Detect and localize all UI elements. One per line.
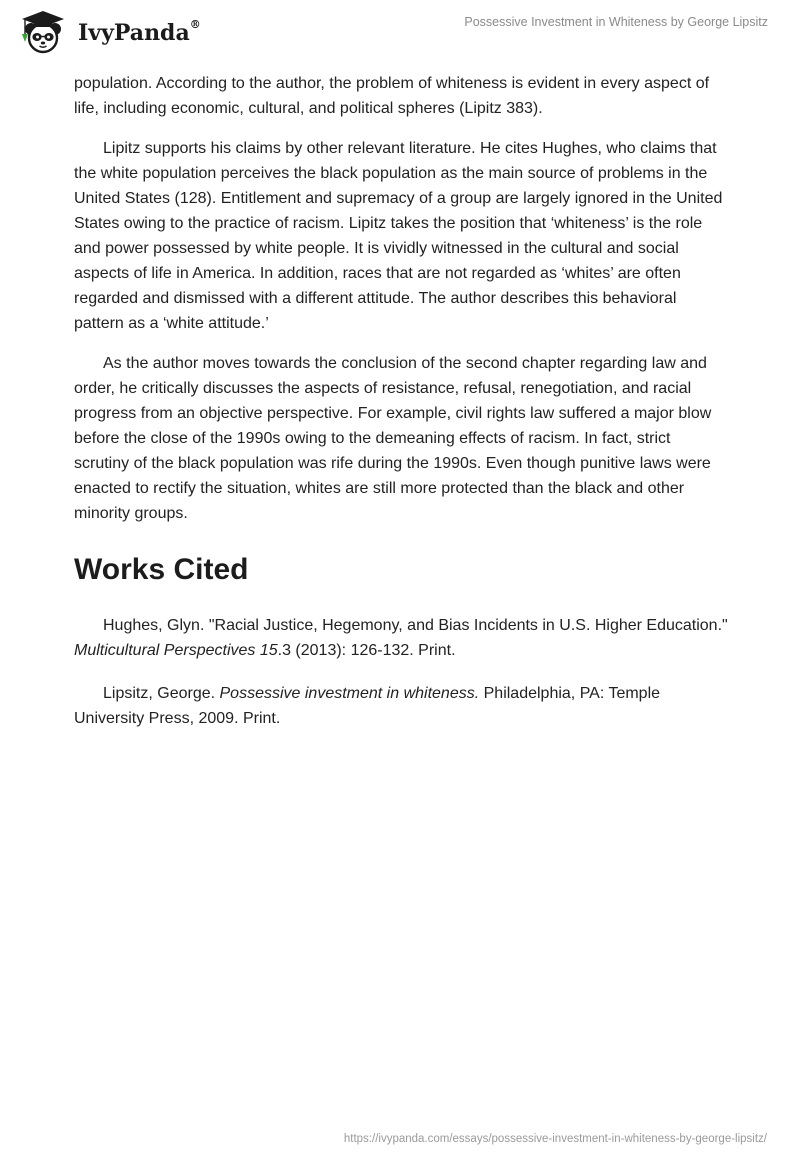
- brand-name: IvyPanda®: [78, 17, 201, 46]
- paragraph-continued: population. According to the author, the problem of whiteness is evident in every aspect of life, including economic, cultural, and political spheres (Lipitz 383).: [74, 75, 710, 117]
- paragraph: Lipitz supports his claims by other relevant literature. He cites Hughes, who claims that the white population perceives the black population as the main source of problems in the United States (128). Entitlement and supremacy of a group are largely ignored in the United States owing to the practice of racism. Lipitz takes the position that ‘whiteness’ is the role and power possessed by white people. It is vividly witnessed in the cultural and social aspects of life in America. In addition, races that are not regarded as ‘whites’ are often regarded and dismissed with a different attitude. The author describes this behavioral pattern as a ‘white attitude.’: [74, 140, 723, 332]
- page-header: [0, 0, 800, 70]
- ivypanda-logo[interactable]: [14, 8, 201, 56]
- reference-entry: Lipsitz, George. Possessive investment in whiteness. Philadelphia, PA: Temple University Press, 2009. Print.: [74, 685, 661, 727]
- paragraph: As the author moves towards the conclusion of the second chapter regarding law and order, he critically discusses the aspects of resistance, refusal, renegotiation, and racial progress from an objective perspective. For example, civil rights law suffered a major blow before the close of the 1990s owing to the demeaning effects of racism. In fact, strict scrutiny of the black population was rife during the 1990s. Even though punitive laws were enacted to rectify the situation, whites are still more protected than the black and other minority groups.: [74, 355, 712, 522]
- works-cited-heading: Works Cited: [74, 553, 249, 586]
- source-url-link[interactable]: https://ivypanda.com/essays/possessive-investment-in-whiteness-by-george-lipsitz/: [343, 1133, 767, 1145]
- reference-entry: Hughes, Glyn. "Racial Justice, Hegemony, and Bias Incidents in U.S. Higher Education." Multicultural Perspectives 15.3 (2013): 126-132. Print.: [74, 617, 728, 659]
- panda-graduate-icon: [14, 8, 76, 56]
- document-title: Possessive Investment in Whiteness by George Lipsitz: [464, 15, 768, 29]
- essay-body: [74, 71, 728, 749]
